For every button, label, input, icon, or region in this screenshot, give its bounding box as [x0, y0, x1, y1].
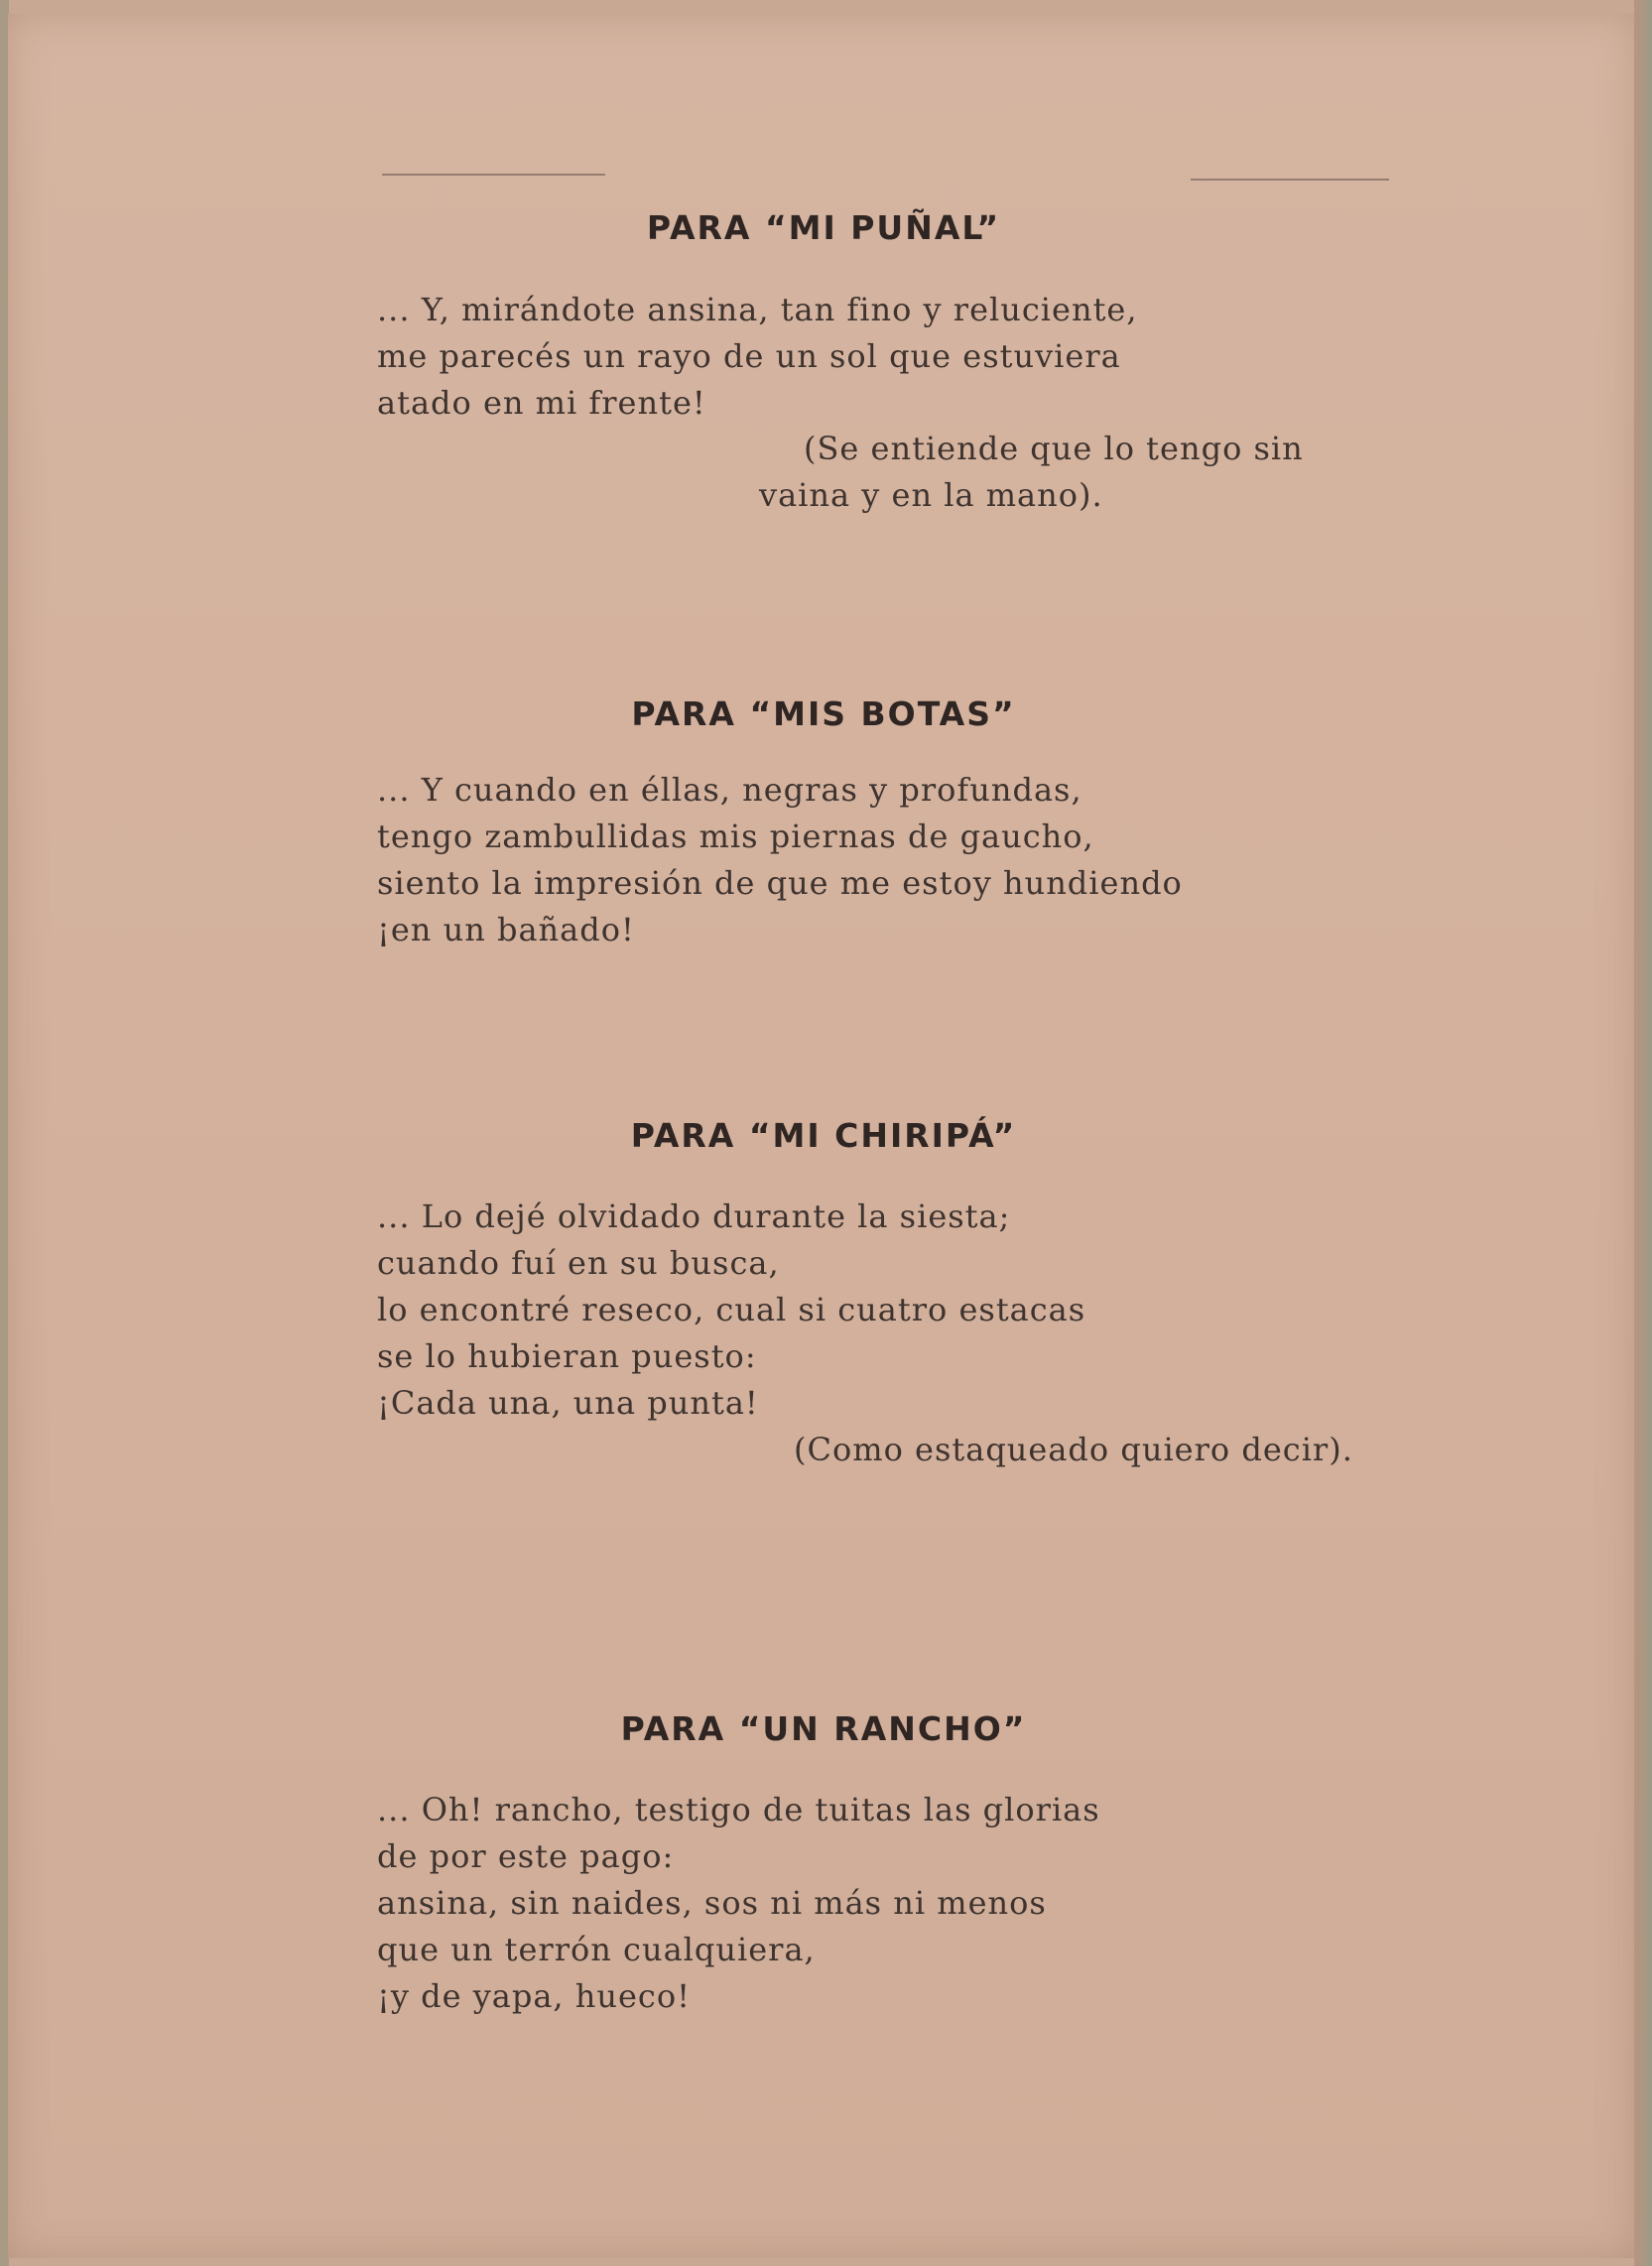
verse-line: ... Y, mirándote ansina, tan fino y reluciente, [377, 291, 1138, 328]
section-title: PARA “UN RANCHO” [620, 1709, 1027, 1748]
section-mi-chiripa [377, 1111, 1389, 1488]
stage-note-line: (Se entiende que lo tengo sin [804, 430, 1304, 467]
verse-line: ¡Cada una, una punta! [377, 1384, 759, 1422]
section-mi-punal [377, 203, 1389, 531]
verse-line: ¡en un bañado! [377, 911, 635, 948]
verse-line: me parecés un rayo de un sol que estuviera [377, 337, 1121, 375]
verse-line: se lo hubieran puesto: [377, 1337, 757, 1375]
section-mis-botas [377, 690, 1389, 967]
verse-line: siento la impresión de que me estoy hundiendo [377, 864, 1183, 902]
verse-line: ... Oh! rancho, testigo de tuitas las glorias [377, 1791, 1100, 1828]
verse-line: ¡y de yapa, hueco! [377, 1977, 691, 2015]
stage-note-line: vaina y en la mano). [759, 476, 1103, 514]
verse-line: ... Y cuando en éllas, negras y profundas, [377, 771, 1082, 809]
section-title: PARA “MI PUÑAL” [646, 208, 1001, 247]
verse-line: que un terrón cualquiera, [377, 1931, 816, 1968]
section-un-rancho [377, 1704, 1389, 2032]
section-title: PARA “MIS BOTAS” [631, 694, 1016, 733]
page-right-edge [1634, 0, 1652, 2266]
section-title: PARA “MI CHIRIPÁ” [630, 1116, 1017, 1155]
stage-note-line: (Como estaqueado quiero decir). [794, 1431, 1353, 1468]
top-right-rule [1191, 179, 1389, 181]
verse-line: ... Lo dejé olvidado durante la siesta; [377, 1197, 1011, 1235]
verse-line: lo encontré reseco, cual si cuatro estacas [377, 1291, 1086, 1328]
verse-line: atado en mi frente! [377, 384, 706, 422]
verse-line: de por este pago: [377, 1837, 675, 1875]
top-left-rule [382, 174, 605, 176]
verse-line: cuando fuí en su busca, [377, 1244, 780, 1282]
verse-line: ansina, sin naides, sos ni más ni menos [377, 1884, 1047, 1922]
verse-line: tengo zambullidas mis piernas de gaucho, [377, 818, 1094, 855]
